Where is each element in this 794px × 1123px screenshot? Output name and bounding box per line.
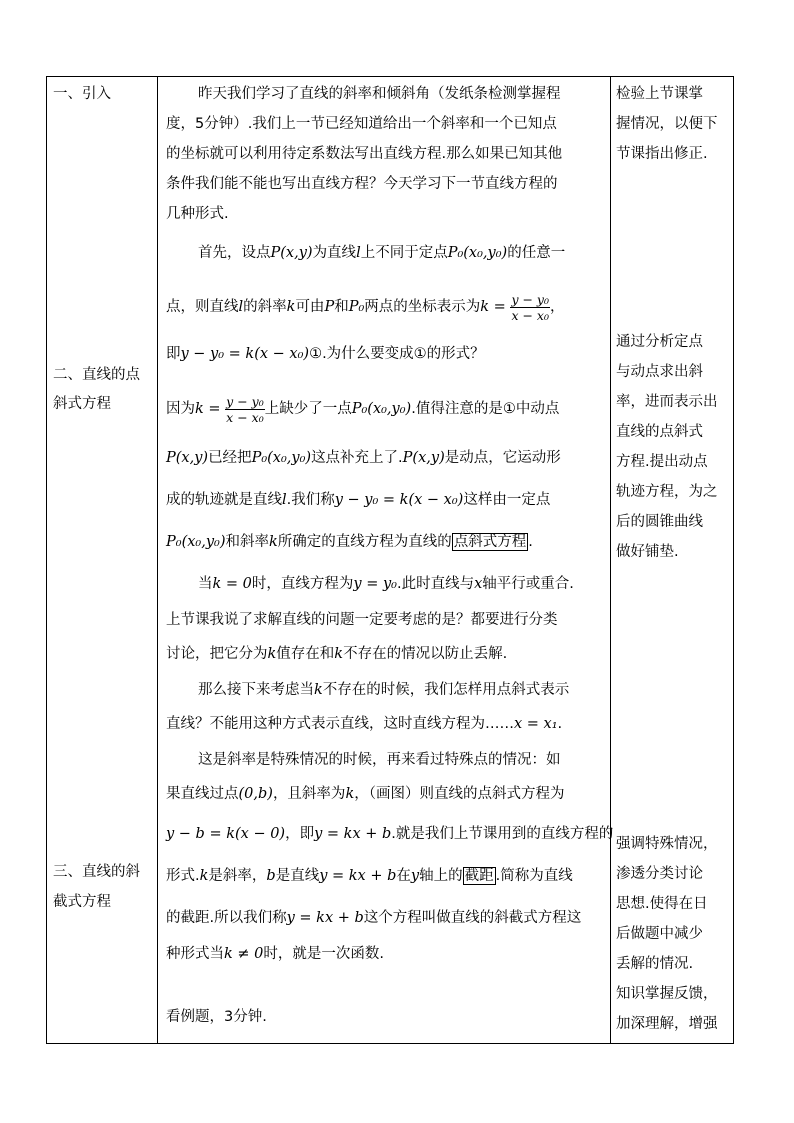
note-line: 做好铺垫. (616, 544, 679, 560)
note-line: 节课指出修正. (616, 146, 708, 162)
note-line: 率，进而表示出 (616, 394, 718, 410)
note-line: 直线的点斜式 (616, 424, 703, 440)
body-line: 条件我们能不能也写出直线方程？今天学习下一节直线方程的 (166, 176, 558, 192)
body-line: 成的轨迹就是直线l.我们称y − y₀ = k(x − x₀)这样由一定点 (166, 492, 551, 508)
body-line: 即y − y₀ = k(x − x₀)①.为什么要变成①的形式？ (166, 346, 485, 362)
section-slope-intercept-line2: 截式方程 (53, 894, 111, 910)
content-column (158, 77, 614, 1044)
intercept-term: 截距 (464, 868, 494, 884)
body-line: 当k = 0时，直线方程为y = y₀.此时直线与x轴平行或重合. (198, 576, 574, 592)
note-line: 思想.使得在日 (616, 896, 708, 912)
note-line: 渗透分类讨论 (616, 866, 703, 882)
lesson-plan-table (46, 76, 734, 1044)
section-intro: 一、引入 (53, 86, 111, 102)
section-point-slope-line2: 斜式方程 (53, 396, 111, 412)
note-line: 轨迹方程，为之 (616, 484, 718, 500)
body-line: 的截距.所以我们称y = kx + b这个方程叫做直线的斜截式方程这 (166, 910, 582, 926)
section-column (47, 77, 158, 1044)
notes-column (611, 77, 734, 1044)
note-line: 方程.提出动点 (616, 454, 708, 470)
note-line: 与动点求出斜 (616, 364, 703, 380)
body-line: 昨天我们学习了直线的斜率和倾斜角（发纸条检测掌握程 (198, 86, 561, 102)
note-line: 检验上节课掌 (616, 86, 703, 102)
note-line: 后的圆锥曲线 (616, 514, 703, 530)
body-line: 果直线过点(0,b)，且斜率为k，（画图）则直线的点斜式方程为 (166, 786, 565, 802)
body-line: 看例题，3分钟. (166, 1009, 267, 1025)
note-line: 通过分析定点 (616, 334, 703, 350)
slope-fraction: $\frac{\text{y − y₀}}{\text{x − x₀}}$ (511, 291, 549, 323)
body-line: 形式.k是斜率，b是直线y = kx + b在y轴上的 截距 .简称为直线 (166, 868, 573, 884)
body-line: 的坐标就可以利用待定系数法写出直线方程.那么如果已知其他 (166, 146, 563, 162)
body-line: 上节课我说了求解直线的问题一定要考虑的是？都要进行分类 (166, 612, 558, 628)
body-line: P(x,y)已经把P₀(x₀,y₀)这点补充上了.P(x,y)是动点，它运动形 (166, 450, 561, 466)
body-line: P₀(x₀,y₀)和斜率k所确定的直线方程为直线的 点斜式方程 . (166, 534, 533, 550)
body-line: 这是斜率是特殊情况的时候，再来看过特殊点的情况：如 (198, 752, 561, 768)
body-line: 讨论，把它分为k值存在和k不存在的情况以防止丢解. (166, 646, 508, 662)
slope-fraction: $\frac{\text{y − y₀}}{\text{x − x₀}}$ (226, 393, 264, 425)
body-line: 首先，设点P(x,y)为直线l上不同于定点P₀(x₀,y₀)的任意一 (198, 245, 566, 261)
note-line: 加深理解，增强 (616, 1016, 718, 1032)
note-line: 后做题中减少 (616, 926, 703, 942)
body-line: 那么接下来考虑当k不存在的时候，我们怎样用点斜式表示 (198, 682, 570, 698)
body-line: 度，5分钟）.我们上一节已经知道给出一个斜率和一个已知点 (166, 116, 557, 132)
note-line: 握情况，以便下 (616, 116, 718, 132)
section-slope-intercept-line1: 三、直线的斜 (53, 864, 140, 880)
body-line: 种形式当k ≠ 0时，就是一次函数. (166, 946, 384, 962)
body-line: 因为k = $\frac{\text{y − y₀}}{\text{x − x₀}}$ 上缺少了一点P₀(x₀,y₀).值得注意的是①中动点 (166, 393, 560, 425)
table-row (47, 77, 734, 1044)
note-line: 知识掌握反馈， (616, 986, 718, 1002)
point-slope-term: 点斜式方程 (453, 534, 527, 550)
body-line: 点，则直线l的斜率k可由P和P₀两点的坐标表示为k = $\frac{\text{y − y₀}}{\text{x − x₀}}$ ， (166, 291, 565, 323)
note-line: 强调特殊情况， (616, 836, 718, 852)
body-line: y − b = k(x − 0)，即y = kx + b.就是我们上节课用到的直线方程的 (166, 826, 614, 842)
body-line: 几种形式. (166, 206, 229, 222)
note-line: 丢解的情况. (616, 956, 694, 972)
body-line: 直线？不能用这种方式表示直线，这时直线方程为……x = x₁. (166, 716, 563, 732)
section-point-slope-line1: 二、直线的点 (53, 367, 140, 383)
lesson-body (158, 77, 614, 1043)
